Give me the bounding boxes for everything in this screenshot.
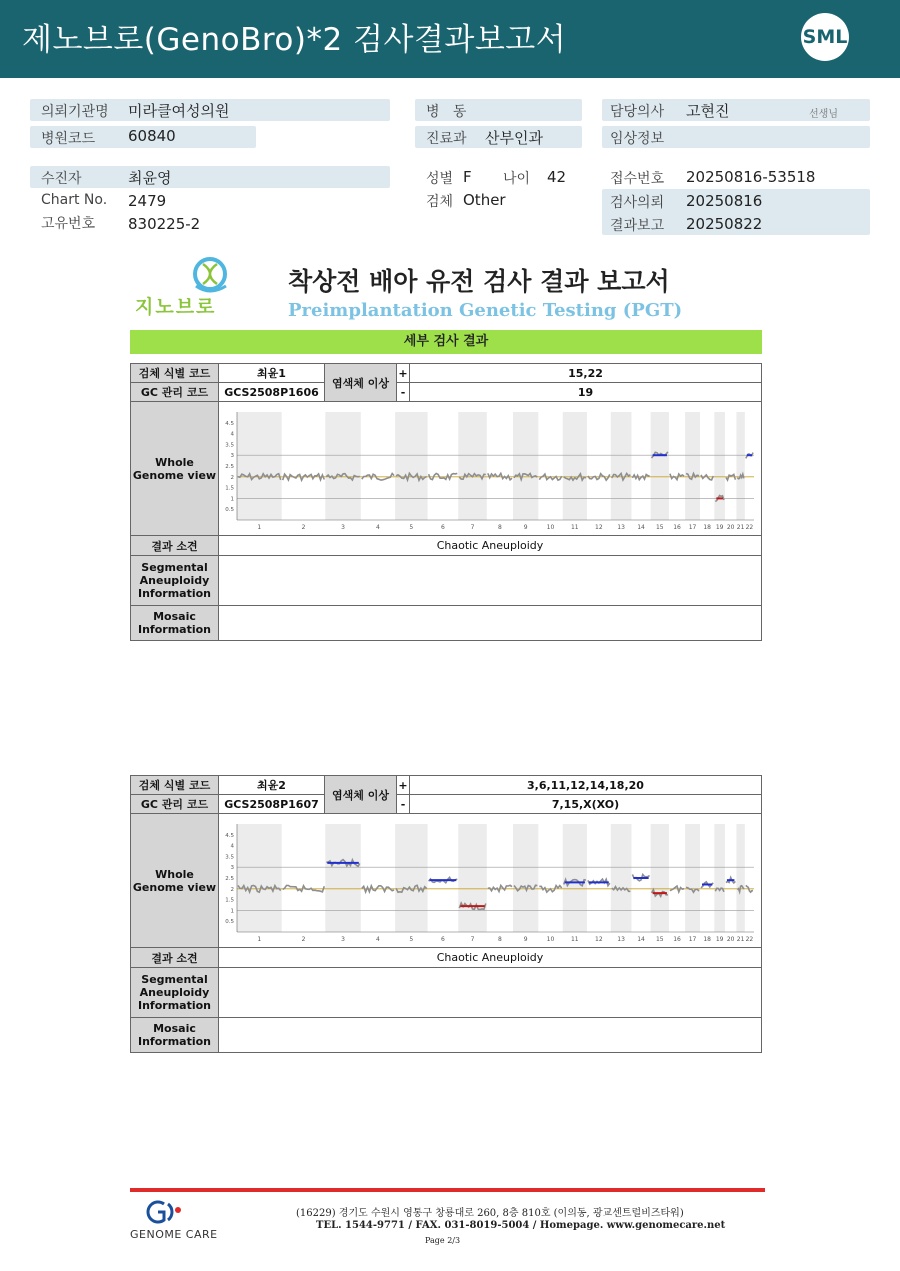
- chrom-band: [458, 824, 487, 932]
- x-tick-label: 11: [570, 523, 579, 531]
- gc-code-value: GCS2508P1606: [219, 383, 325, 402]
- mosaic-label: Mosaic Information: [131, 606, 219, 641]
- x-tick-label: 20: [726, 523, 735, 531]
- y-tick-label: 2.5: [225, 463, 234, 470]
- y-tick-label: 2: [230, 886, 234, 893]
- specimen-code-value: 최윤2: [219, 776, 325, 795]
- chart-value: 2479: [128, 192, 167, 210]
- whole-genome-label: Whole Genome view: [131, 402, 219, 536]
- x-tick-label: 14: [637, 523, 645, 531]
- gain-value: 15,22: [410, 364, 762, 383]
- x-tick-label: 22: [745, 523, 754, 531]
- gc-code-label: GC 관리 코드: [131, 383, 219, 402]
- doctor-suffix: 선생님: [809, 109, 838, 120]
- chrom-band: [685, 824, 700, 932]
- x-tick-label: 17: [688, 935, 697, 943]
- whole-genome-cell: [219, 814, 762, 948]
- whole-genome-plot: [219, 404, 760, 534]
- chrom-band: [611, 412, 632, 520]
- x-tick-label: 10: [546, 935, 555, 943]
- chrom-band: [563, 824, 587, 932]
- receipt-value: 20250816-53518: [686, 168, 816, 186]
- ward-label: 병 동: [426, 104, 467, 120]
- y-tick-label: 4: [230, 843, 234, 850]
- mosaic-label: Mosaic Information: [131, 1018, 219, 1053]
- x-tick-label: 7: [470, 523, 475, 531]
- minus-label: -: [397, 383, 410, 402]
- x-tick-label: 6: [441, 523, 445, 531]
- minus-label: -: [397, 795, 410, 814]
- plus-label: +: [397, 364, 410, 383]
- x-tick-label: 3: [341, 935, 345, 943]
- x-tick-label: 16: [673, 523, 681, 531]
- x-tick-label: 12: [595, 523, 603, 531]
- x-tick-label: 1: [257, 935, 262, 943]
- chrom-band: [611, 824, 632, 932]
- y-tick-label: 4.5: [225, 832, 234, 839]
- chrom-band: [714, 824, 725, 932]
- y-tick-label: 3: [230, 864, 234, 871]
- y-tick-label: 3: [230, 452, 234, 459]
- doctor-value: 고현진: [686, 102, 730, 120]
- x-tick-label: 6: [441, 935, 445, 943]
- whole-genome-cell: [219, 402, 762, 536]
- id-value: 830225-2: [128, 215, 201, 233]
- chrom-band: [237, 412, 282, 520]
- chrom-band: [325, 824, 361, 932]
- x-tick-label: 16: [673, 935, 681, 943]
- id-label: 고유번호: [41, 216, 96, 232]
- loss-value: 19: [410, 383, 762, 402]
- sample-table-1: [130, 363, 762, 641]
- x-tick-label: 14: [637, 935, 645, 943]
- y-tick-label: 3.5: [225, 441, 234, 448]
- footer-page: Page 2/3: [425, 1236, 461, 1245]
- chrom-band: [714, 412, 725, 520]
- finding-value: Chaotic Aneuploidy: [219, 948, 762, 968]
- gc-code-label: GC 관리 코드: [131, 795, 219, 814]
- specimen-code-label: 검체 식별 코드: [131, 776, 219, 795]
- x-tick-label: 8: [497, 523, 502, 531]
- specimen-value: Other: [463, 191, 506, 209]
- whole-genome-label: Whole Genome view: [131, 814, 219, 948]
- chrom-abn-label: 염색체 이상: [325, 364, 397, 402]
- footer-contact: TEL. 1544-9771 / FAX. 031-8019-5004 / Homepage. www.genomecare.net: [316, 1220, 726, 1231]
- x-tick-label: 9: [523, 523, 528, 531]
- x-tick-label: 18: [703, 935, 711, 943]
- request-value: 20250816: [686, 192, 763, 210]
- name-value: 최윤영: [128, 169, 172, 187]
- specimen-label: 검체: [426, 194, 454, 210]
- x-tick-label: 8: [497, 935, 502, 943]
- name-label: 수진자: [41, 171, 82, 187]
- y-tick-label: 4: [230, 431, 234, 438]
- x-tick-label: 2: [301, 523, 306, 531]
- x-tick-label: 4: [376, 935, 380, 943]
- y-tick-label: 4.5: [225, 420, 234, 427]
- clinical-label: 임상정보: [610, 131, 665, 147]
- segmental-value: [219, 968, 762, 1018]
- chrom-band: [513, 412, 538, 520]
- x-tick-label: 22: [745, 935, 754, 943]
- gain-value: 3,6,11,12,14,18,20: [410, 776, 762, 795]
- age-label: 나이: [503, 171, 531, 187]
- y-tick-label: 1: [230, 495, 234, 502]
- loss-value: 7,15,X(XO): [410, 795, 762, 814]
- genome-care-logo-text: GENOME CARE: [130, 1228, 218, 1241]
- name-row: [30, 166, 390, 188]
- mosaic-value: [219, 606, 762, 641]
- hospital-code-label: 병원코드: [41, 131, 96, 147]
- section-title: 세부 검사 결과: [130, 330, 762, 354]
- y-tick-label: 2.5: [225, 875, 234, 882]
- whole-genome-plot: [219, 816, 760, 946]
- x-tick-label: 19: [715, 935, 724, 943]
- x-tick-label: 11: [570, 935, 579, 943]
- segmental-label: Segmental Aneuploidy Information: [131, 556, 219, 606]
- report-subtitle: Preimplantation Genetic Testing (PGT): [288, 300, 683, 321]
- chrom-band: [563, 412, 587, 520]
- y-tick-label: 1.5: [225, 485, 234, 492]
- chrom-band: [458, 412, 487, 520]
- receipt-label: 접수번호: [610, 171, 665, 187]
- chrom-band: [685, 412, 700, 520]
- mosaic-value: [219, 1018, 762, 1053]
- x-tick-label: 15: [655, 523, 664, 531]
- specimen-code-value: 최윤1: [219, 364, 325, 383]
- chrom-band: [395, 412, 427, 520]
- segmental-value: [219, 556, 762, 606]
- chrom-band: [395, 824, 427, 932]
- x-tick-label: 13: [617, 523, 625, 531]
- sample-table-2: [130, 775, 762, 1053]
- copy-number-trace: [701, 474, 713, 479]
- x-tick-label: 3: [341, 523, 345, 531]
- institution-value: 미라클여성의원: [128, 102, 230, 120]
- x-tick-label: 17: [688, 523, 697, 531]
- x-tick-label: 5: [409, 523, 414, 531]
- request-label: 검사의뢰: [610, 195, 665, 211]
- institution-label: 의뢰기관명: [41, 104, 109, 120]
- chrom-band: [736, 412, 744, 520]
- x-tick-label: 9: [523, 935, 528, 943]
- genobro-logo-text: 지노브로: [135, 296, 217, 318]
- x-tick-label: 19: [715, 523, 724, 531]
- sml-logo: SML: [801, 13, 849, 61]
- y-tick-label: 0.5: [225, 506, 234, 513]
- x-tick-label: 1: [257, 523, 262, 531]
- chart-label: Chart No.: [41, 192, 108, 208]
- chrom-band: [736, 824, 744, 932]
- genome-care-logo-icon: [140, 1200, 194, 1224]
- finding-label: 결과 소견: [131, 536, 219, 556]
- chrom-band: [325, 412, 361, 520]
- footer-divider: [130, 1188, 765, 1192]
- age-value: 42: [547, 168, 567, 186]
- y-tick-label: 1: [230, 907, 234, 914]
- report-value: 20250822: [686, 215, 763, 233]
- chrom-band: [237, 824, 282, 932]
- y-tick-label: 3.5: [225, 853, 234, 860]
- chrom-band: [513, 824, 538, 932]
- x-tick-label: 20: [726, 935, 735, 943]
- plus-label: +: [397, 776, 410, 795]
- sex-label: 성별: [426, 171, 454, 187]
- report-title: 착상전 배아 유전 검사 결과 보고서: [288, 267, 670, 296]
- footer-address: (16229) 경기도 수원시 영통구 창룡대로 260, 8층 810호 (이의동, 광교센트럴비즈타워): [296, 1208, 684, 1219]
- y-tick-label: 1.5: [225, 897, 234, 904]
- x-tick-label: 12: [595, 935, 603, 943]
- dept-label: 진료과: [426, 131, 467, 147]
- x-tick-label: 21: [736, 523, 745, 531]
- chrom-abn-label: 염색체 이상: [325, 776, 397, 814]
- specimen-code-label: 검체 식별 코드: [131, 364, 219, 383]
- x-tick-label: 5: [409, 935, 414, 943]
- hospital-code-value: 60840: [128, 127, 176, 145]
- chrom-band: [651, 824, 669, 932]
- report-label: 결과보고: [610, 218, 665, 234]
- doctor-label: 담당의사: [610, 104, 665, 120]
- x-tick-label: 18: [703, 523, 711, 531]
- x-tick-label: 13: [617, 935, 625, 943]
- x-tick-label: 4: [376, 523, 380, 531]
- finding-value: Chaotic Aneuploidy: [219, 536, 762, 556]
- y-tick-label: 0.5: [225, 918, 234, 925]
- x-tick-label: 7: [470, 935, 475, 943]
- sex-value: F: [463, 168, 472, 186]
- finding-label: 결과 소견: [131, 948, 219, 968]
- y-tick-label: 2: [230, 474, 234, 481]
- chrom-band: [651, 412, 669, 520]
- x-tick-label: 15: [655, 935, 664, 943]
- gc-code-value: GCS2508P1607: [219, 795, 325, 814]
- x-tick-label: 10: [546, 523, 555, 531]
- dna-logo-icon: [188, 256, 232, 296]
- page-title: 제노브로(GenoBro)*2 검사결과보고서: [22, 22, 567, 58]
- x-tick-label: 21: [736, 935, 745, 943]
- copy-number-trace: [539, 885, 561, 892]
- x-tick-label: 2: [301, 935, 306, 943]
- dept-value: 산부인과: [485, 129, 543, 147]
- segmental-label: Segmental Aneuploidy Information: [131, 968, 219, 1018]
